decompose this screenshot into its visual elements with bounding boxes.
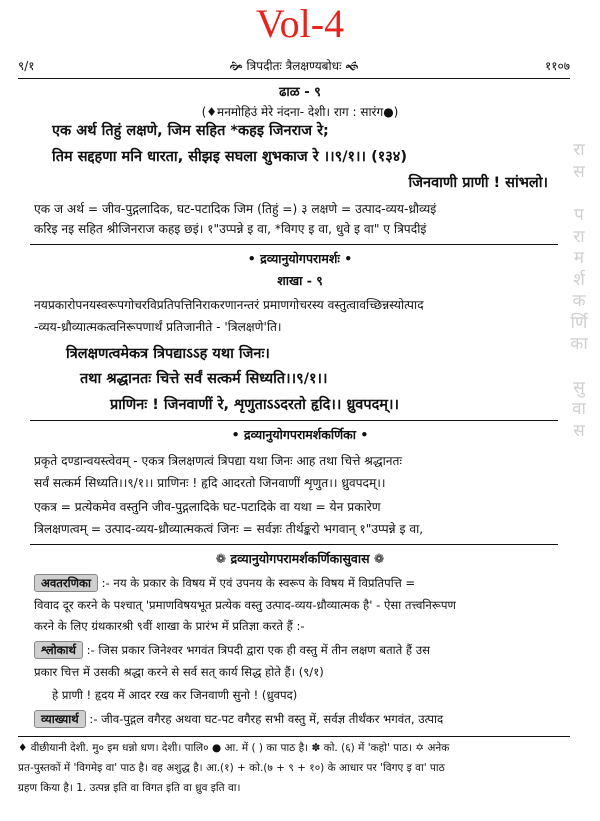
side-watermark-char: स: [573, 420, 585, 441]
avataranika-line-3: करने के लिए ग्रंथकारश्री ९वीं शाखा के प्रारंभ में प्रतिज्ञा करते हैं :-: [34, 619, 305, 633]
side-watermark-char: क: [572, 291, 586, 311]
header-rule: [18, 78, 570, 79]
vyakhyartha-line-1: [34, 710, 566, 728]
karnika-line-1: प्रकृते दण्डान्वयस्त्वेवम् - एकत्र त्रिलक्षणत्वं त्रिपद्या यथा जिनः आह तथा चित्ते श्रद्धानतः: [34, 454, 402, 468]
side-watermark-char: वा: [572, 399, 586, 419]
section-title-suvasa: ❁ द्रव्यानुयोगपरामर्शकर्णिकासुवास ❁: [215, 551, 385, 566]
footnote-line-2: प्रत-पुस्तकों में 'विगमेइ वा' पाठ है। वह अशुद्ध है। आ.(१) + को.(७ + ९ + १०) के आधार पर 'विगए इ वा' पाठ: [18, 762, 445, 774]
sanskrit-prose-line-1: नयप्रकारोपनयस्वरूपगोचरविप्रतिपत्तिनिराकरणानन्तरं प्रमाणगोचरस्य वस्तुत्वावच्छिन्नस्योत्पाद: [34, 298, 424, 312]
section-title-paramarsha: • द्रव्यानुयोगपरामर्शः •: [247, 251, 353, 266]
karnika-line-3: एकत्र = प्रत्येकमेव वस्तुनि जीव-पुद्गलादिके घट-पटादिके वा यथा = येन प्रकारेण: [34, 500, 381, 514]
footnote-line-1: ♦ वीछीयानी देशी. मु० इम धन्नो धण। देशी। पालि० ● आ. में ( ) का पाठ है। ✽ को. (६) में 'कहो' पाठ। ✡ अनेक: [18, 742, 450, 754]
side-watermark-char: स: [573, 161, 585, 182]
avataranika-text-1: :- नय के प्रकार के विषय में एवं उपनय के स्वरूप के विषय में विप्रतिपत्ति =: [101, 576, 416, 590]
side-watermark-char: र्णि: [570, 312, 588, 333]
vyakhyartha-text-1: :- जीव-पुद्गल वगैरह अथवा घट-पट वगैरह सभी वस्तु में, सर्वज्ञ तीर्थंकर भगवंत, उत्पाद: [89, 712, 444, 726]
side-watermark-char: रा: [573, 140, 585, 160]
side-watermark-char: का: [570, 334, 588, 354]
verse-refrain: जिनवाणी प्राणी ! सांभलो।: [408, 175, 548, 191]
side-watermark-char: म: [573, 248, 585, 268]
sanskrit-verse-line-2: तथा श्रद्धानतः चित्ते सर्वं सत्कर्म सिध्यति।।९/१।।: [80, 371, 328, 387]
volume-banner: Vol-4: [255, 1, 345, 46]
section-title-karnika: • द्रव्यानुयोगपरामर्शकर्णिका •: [231, 427, 369, 442]
side-watermark: [566, 140, 592, 442]
page-section-ref: ९/१: [18, 59, 35, 73]
avataranika-line-1: [34, 574, 566, 592]
karnika-line-4: त्रिलक्षणत्वम् = उत्पाद-व्यय-ध्रौव्यात्मकत्वं जिनः = सर्वज्ञः तीर्थङ्करो भगवान् १"उप्पन्ने इ वा,: [34, 522, 424, 536]
verse-line-1: एक अर्थ तिहुं लक्षणे, जिम सहित *कहइ जिनराज रे;: [52, 123, 329, 139]
side-watermark-char: प: [574, 205, 584, 225]
sanskrit-prose-line-2: -व्यय-ध्रौव्यात्मकत्वनिरूपणार्थं प्रतिजानीते - 'त्रिलक्षणे'ति।: [34, 320, 282, 334]
shlokartha-line-3: हे प्राणी ! हृदय में आदर रख कर जिनवाणी सुनो ! (ध्रुवपद): [52, 688, 298, 702]
side-watermark-char: र्श: [573, 269, 585, 290]
verse-line-2: तिम सद्दहणा मनि धारता, सीझइ सघला शुभकाज रे ।।९/१।। (१३४): [52, 149, 407, 165]
sanskrit-verse-line-1: त्रिलक्षणत्वमेकत्र त्रिपद्याऽऽह यथा जिनः।: [66, 346, 270, 362]
shlokartha-label: श्लोकार्थ: [34, 641, 83, 659]
shlokartha-line-2: प्रकार चित्त में उसकी श्रद्धा करने से सर्व सत् कार्य सिद्ध होते हैं। (९/१): [34, 665, 324, 679]
vyakhyartha-label: व्याख्यार्थ: [34, 710, 86, 728]
page-number: ११०७: [545, 59, 570, 73]
dhal-heading: ढाळ - ९: [279, 85, 321, 100]
section-rule-2: [30, 420, 558, 421]
side-watermark-char: सु: [573, 377, 585, 398]
avataranika-line-2: विवाद दूर करने के पश्चात् 'प्रमाणविषयभूत प्रत्येक वस्तु उत्पाद-व्यय-ध्रौव्यात्मक है' - ऐसा तत्त्वनिरूपण: [34, 598, 456, 612]
side-watermark-char: रा: [573, 226, 585, 247]
gloss-line-1: एक ज अर्थ = जीव-पुद्गलादिक, घट-पटादिक जिम (तिहुं =) ३ लक्षणे = उत्पाद-व्यय-ध्रौव्यइं: [34, 202, 437, 216]
shlokartha-text-1: :- जिस प्रकार जिनेश्वर भगवंत त्रिपदी द्वारा एक ही वस्तु में तीन लक्षण बताते हैं उस: [86, 643, 430, 657]
tune-line: (♦मनमोहिउं मेरे नंदना- देशी। राग : सारंग●): [201, 105, 399, 119]
karnika-line-2: सर्वं सत्कर्म सिध्यति।।९/१।। प्राणिनः ! हृदि आदरतो जिनवाणीं शृणुत।। ध्रुवपदम्।।: [34, 476, 386, 490]
running-title: 🙞 त्रिपदीतः त्रैलक्षण्यबोधः 🙜: [229, 59, 359, 73]
avataranika-label: अवतरणिका: [34, 574, 98, 592]
sanskrit-verse-line-3: प्राणिनः ! जिनवाणीं रे, शृणुताऽऽदरतो हृदि।। ध्रुवपदम्।।: [110, 397, 399, 413]
section-rule-3: [30, 544, 558, 545]
running-head: [18, 56, 570, 76]
section-rule-1: [30, 244, 558, 245]
footnote-rule: [18, 736, 570, 737]
shakha-heading: शाखा - ९: [277, 273, 323, 288]
shlokartha-line-1: [34, 641, 566, 659]
footnote-line-3: ग्रहण किया है। 1. उत्पन्न इति वा विगत इति वा ध्रुव इति वा।: [18, 782, 241, 794]
gloss-line-2: करिइ नइ सहित श्रीजिनराज कहइ छइं। १"उप्पन्ने इ वा, *विगए इ वा, धुवे इ वा" ए त्रिपदीइं: [34, 222, 427, 236]
